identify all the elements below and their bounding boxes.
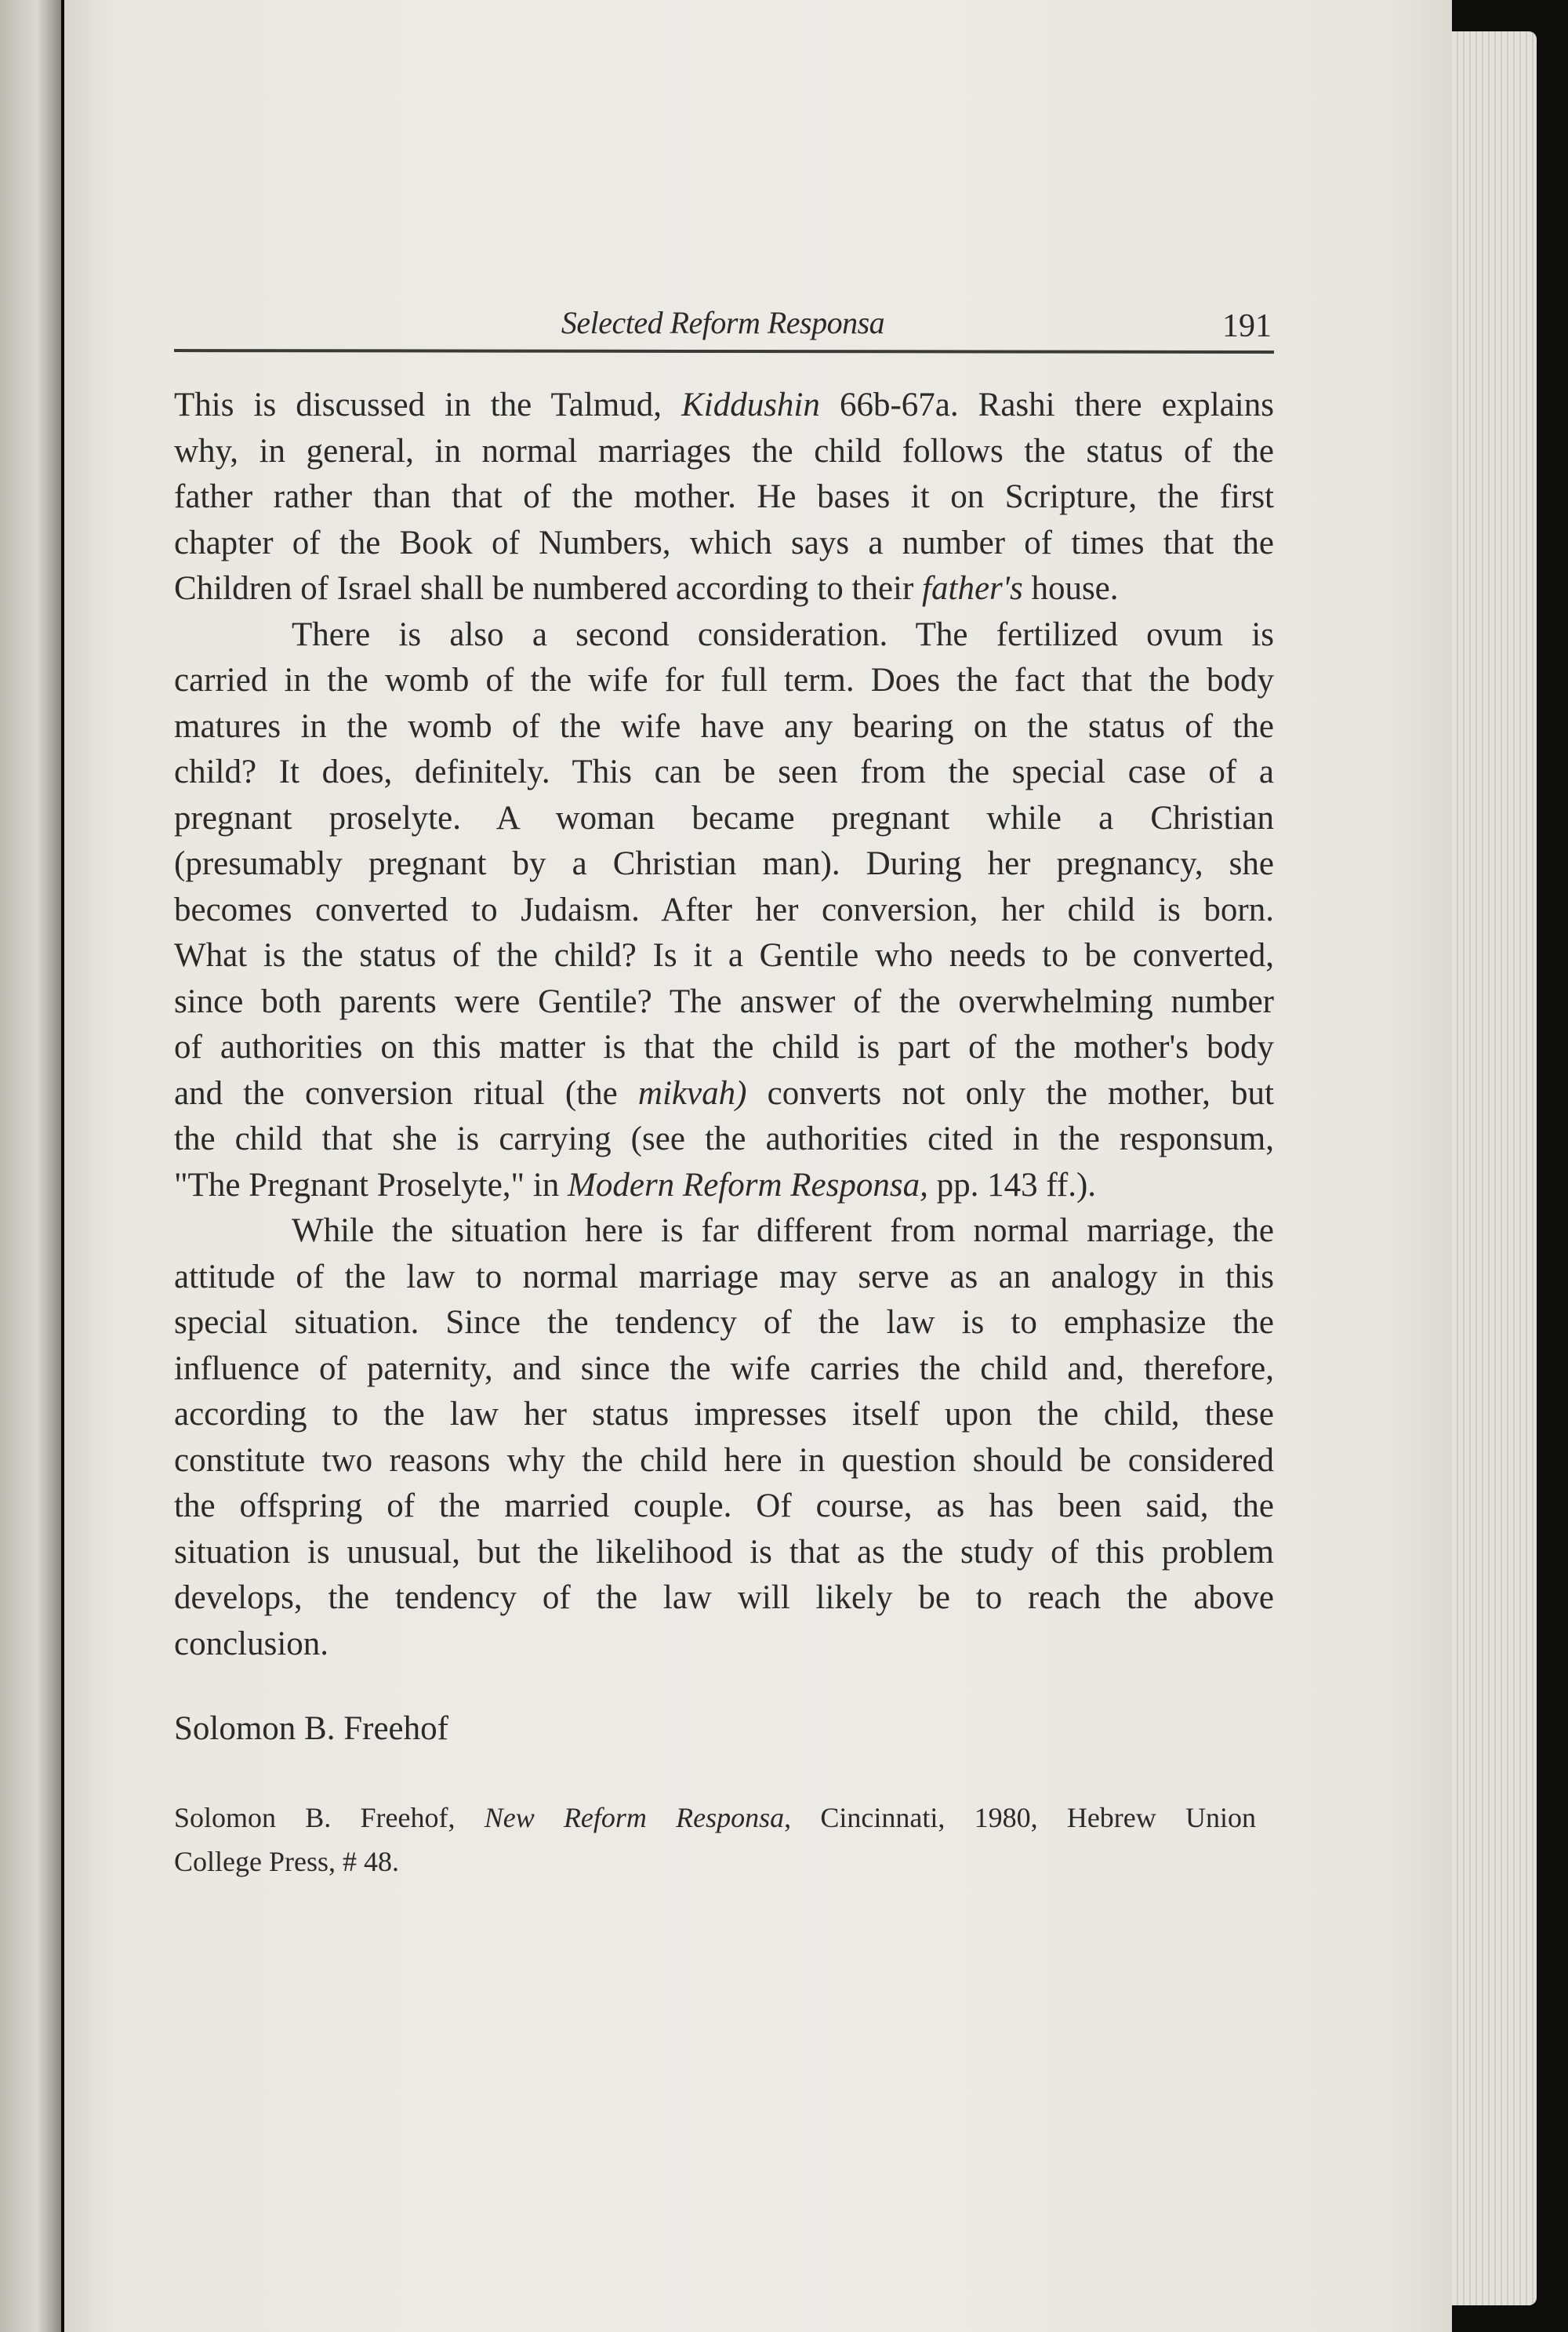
text-segment: of authorities on this matter is that the child is part of the mother's body (174, 1029, 1274, 1066)
text-segment: since both parents were Gentile? The answer of the overwhelming number (174, 983, 1274, 1020)
text-segment: pregnant proselyte. A woman became pregnant while a Christian (174, 799, 1274, 837)
text-segment: situation is unusual, but the likelihood is that as the study of this problem (174, 1533, 1274, 1571)
text-segment: house. (1022, 570, 1119, 607)
text-segment: Children of Israel shall be numbered according to their (174, 570, 923, 607)
text-segment: 66b-67a. Rashi there explains (819, 387, 1274, 423)
text-line (174, 979, 1274, 1026)
text-segment: becomes converted to Judaism. After her conversion, her child is born. (174, 891, 1274, 928)
text-segment: While the situation here is far different from normal marriage, the (292, 1212, 1274, 1249)
text-segment: matures in the womb of the wife have any bearing on the status of the (174, 707, 1274, 745)
italic-text: mikvah) (637, 1074, 747, 1112)
text-line (174, 1575, 1274, 1622)
text-line (174, 933, 1274, 979)
text-line (174, 750, 1274, 796)
author-signature: Solomon B. Freehof (174, 1710, 448, 1747)
text-segment: influence of paternity, and since the wife carries the child and, therefore, (174, 1349, 1274, 1387)
text-line (174, 1208, 1274, 1255)
text-segment: This is discussed in the Talmud, (174, 387, 682, 423)
text-line (174, 796, 1274, 842)
text-line (174, 1300, 1274, 1346)
text-line (174, 474, 1274, 521)
text-segment: constitute two reasons why the child here in question should be considered (174, 1441, 1274, 1479)
text-segment: There is also a second consideration. The fertilized ovum is (292, 616, 1274, 653)
text-segment: the child that she is carrying (see the authorities cited in the responsum, (174, 1121, 1274, 1157)
running-header-title: Selected Reform Responsa (561, 305, 885, 340)
italic-text: Kiddushin (681, 387, 820, 423)
body-text (174, 383, 1274, 1667)
text-line (174, 1346, 1274, 1393)
text-line (174, 1255, 1274, 1301)
text-line (174, 1438, 1274, 1484)
text-segment: develops, the tendency of the law will likely be to reach the above (174, 1579, 1274, 1616)
text-line (174, 1117, 1274, 1163)
text-line (174, 1530, 1274, 1576)
text-segment: father rather than that of the mother. He bases it on Scripture, the first (174, 478, 1274, 515)
text-line (174, 1622, 1274, 1668)
text-line (174, 383, 1274, 429)
text-line (174, 1392, 1274, 1438)
text-line (174, 521, 1274, 567)
text-line (174, 1163, 1274, 1209)
text-line (174, 888, 1274, 934)
text-segment: College Press, # 48. (174, 1846, 399, 1877)
text-segment: What is the status of the child? Is it a Gentile who needs to be converted, (174, 937, 1274, 974)
text-line (174, 1025, 1274, 1071)
text-segment: converts not only the mother, but (746, 1074, 1274, 1112)
text-line (174, 1484, 1274, 1530)
text-segment: , Cincinnati, 1980, Hebrew Union (784, 1802, 1256, 1833)
text-segment: "The Pregnant Proselyte," in (174, 1166, 568, 1204)
citation-line (174, 1796, 1256, 1840)
text-segment: conclusion. (174, 1625, 329, 1662)
running-header (174, 304, 1272, 351)
text-segment: special situation. Since the tendency of the law is to emphasize the (174, 1304, 1274, 1341)
page-number: 191 (1222, 308, 1272, 344)
text-line (174, 658, 1274, 704)
text-segment: according to the law her status impresses itself upon the child, these (174, 1396, 1274, 1433)
text-segment: and the conversion ritual (the (174, 1074, 638, 1112)
text-line (174, 704, 1274, 750)
italic-text: Modern Reform Responsa, (568, 1166, 928, 1204)
text-segment: why, in general, in normal marriages the child follows the status of the (174, 432, 1274, 470)
citation-line (174, 1840, 1256, 1883)
text-segment: attitude of the law to normal marriage may serve as an analogy in this (174, 1258, 1274, 1295)
text-segment: child? It does, definitely. This can be seen from the special case of a (174, 754, 1274, 790)
text-line (174, 1071, 1274, 1117)
previous-page-edge (0, 0, 61, 2332)
text-segment: carried in the womb of the wife for full term. Does the fact that the body (174, 662, 1274, 699)
italic-text: New Reform Responsa (484, 1802, 785, 1833)
text-segment: chapter of the Book of Numbers, which says a number of times that the (174, 524, 1274, 561)
text-segment: (presumably pregnant by a Christian man). During her pregnancy, she (174, 845, 1274, 882)
text-line (174, 612, 1274, 659)
source-citation (174, 1796, 1256, 1883)
text-line (174, 429, 1274, 475)
italic-text: father's (922, 570, 1023, 607)
text-line (174, 841, 1274, 888)
text-segment: Solomon B. Freehof, (174, 1802, 485, 1833)
text-line (174, 566, 1274, 612)
text-segment: pp. 143 ff.). (927, 1166, 1097, 1204)
text-segment: the offspring of the married couple. Of course, as has been said, the (174, 1487, 1274, 1524)
